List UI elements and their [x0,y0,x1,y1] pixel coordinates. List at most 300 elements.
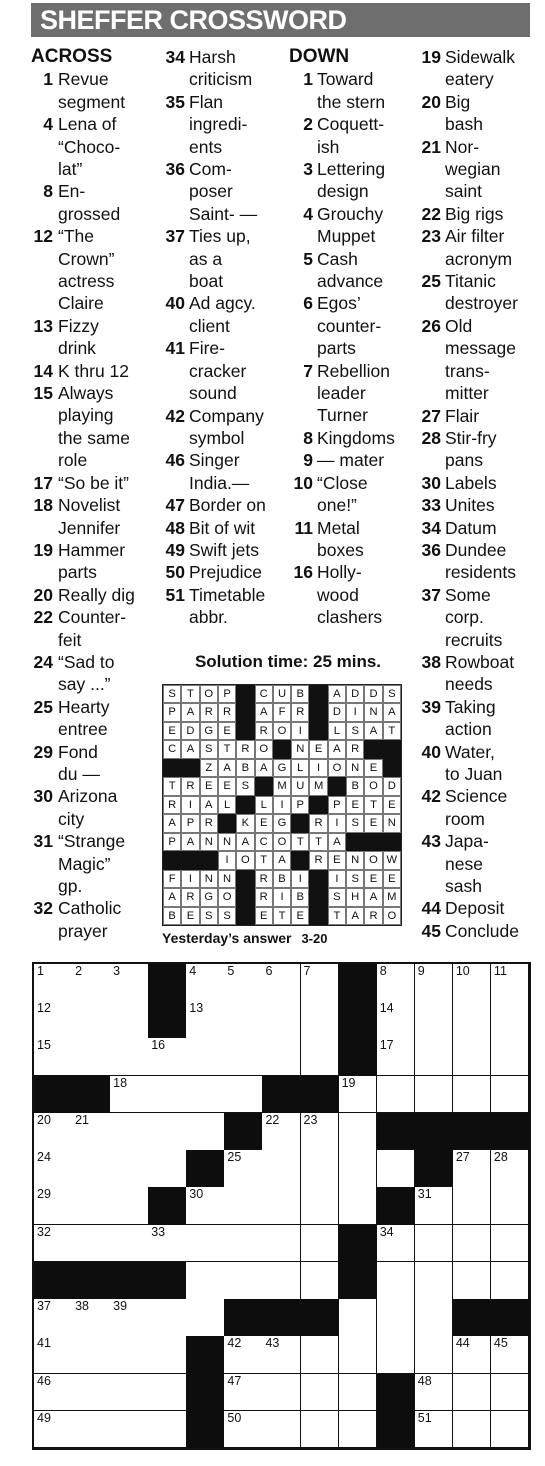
grid-cell[interactable] [224,1038,263,1076]
clue-line [31,158,159,180]
grid-cell[interactable] [224,1225,263,1263]
clue-line [417,248,545,270]
grid-cell[interactable] [186,1187,225,1225]
clue-text: playing [58,405,114,426]
grid-cell[interactable] [415,964,454,1002]
clue-text: feit [58,629,82,650]
grid-cell[interactable] [301,964,340,1002]
grid-cell[interactable] [224,1374,263,1412]
black-square [34,1076,73,1114]
grid-cell[interactable] [339,1150,378,1188]
answer-letter: A [218,759,236,777]
grid-cell[interactable] [72,1001,111,1039]
grid-cell[interactable] [377,1150,416,1188]
answer-letter: T [163,777,181,795]
clue-number: 51 [165,584,185,605]
grid-cell[interactable] [224,1262,263,1300]
clue-number: 7 [303,360,313,381]
clue-line [417,472,545,494]
grid-cell[interactable] [34,1150,73,1188]
clue-line [31,651,159,673]
grid-cell[interactable] [72,964,111,1002]
grid-cell[interactable] [224,964,263,1002]
clue-number: 6 [303,293,313,314]
black-square [453,1113,492,1151]
grid-cell[interactable] [148,1038,187,1076]
answer-letter: A [181,833,199,851]
clue-line [289,337,415,359]
clue-line [417,180,545,202]
clue-text: entree [58,719,108,740]
grid-cell[interactable] [301,1374,340,1412]
clue-line [31,315,159,337]
grid-cell[interactable] [262,964,301,1002]
cell-number: 42 [227,1336,242,1351]
answer-letter: Z [200,759,218,777]
clue-line [161,606,283,628]
grid-cell[interactable] [148,1411,187,1449]
grid-cell[interactable] [339,1299,378,1337]
answer-letter: O [273,833,291,851]
grid-cell[interactable] [415,1336,454,1374]
answer-letter: A [236,833,254,851]
grid-cell[interactable] [491,964,530,1002]
grid-cell[interactable] [339,1411,378,1449]
clue-text: India.— [189,472,250,493]
clue-line [161,248,283,270]
clue-text: Flair [445,405,480,426]
answer-black-square [309,685,327,703]
clue-text: Rowboat [445,651,515,672]
answer-black-square [328,777,346,795]
clue-text: wegian [445,159,501,180]
black-square [110,1262,149,1300]
cell-number: 6 [265,964,273,978]
grid-cell[interactable] [262,1225,301,1263]
clue-text: “So be it” [58,472,129,493]
grid-cell[interactable] [415,1076,454,1114]
clue-text: Catholic [58,898,122,919]
grid-cell[interactable] [301,1001,340,1039]
grid-cell[interactable] [377,1076,416,1114]
grid-cell[interactable] [186,1299,225,1337]
grid-cell[interactable] [110,1001,149,1039]
grid-cell[interactable] [110,1374,149,1412]
clue-text: Muppet [317,226,376,247]
black-square [377,1187,416,1225]
clue-line [417,270,545,292]
grid-cell[interactable] [72,1374,111,1412]
answer-letter: S [163,685,181,703]
grid-cell[interactable] [415,1038,454,1076]
clue-number: 34 [421,517,441,538]
answer-letter: I [291,870,309,888]
grid-cell[interactable] [72,1225,111,1263]
grid-cell[interactable] [491,1038,530,1076]
grid-cell[interactable] [262,1150,301,1188]
grid-cell[interactable] [34,1225,73,1263]
clue-line [289,113,415,135]
clue-text: Really dig [58,584,135,605]
grid-cell[interactable] [34,1374,73,1412]
grid-cell[interactable] [34,1411,73,1449]
answer-letter: N [291,740,309,758]
grid-cell[interactable] [262,1038,301,1076]
clue-number: 28 [421,427,441,448]
grid-cell[interactable] [339,1187,378,1225]
grid-cell[interactable] [72,1150,111,1188]
answer-black-square [200,851,218,869]
clue-line [289,561,415,583]
clue-text: parts [58,562,97,583]
grid-cell[interactable] [301,1038,340,1076]
clue-line [31,91,159,113]
clue-text: Ties up, [189,226,251,247]
clue-number: 19 [33,539,53,560]
black-square [262,1299,301,1337]
grid-cell[interactable] [377,1336,416,1374]
grid-cell[interactable] [339,1076,378,1114]
solution-time: Solution time: 25 mins. [194,652,382,671]
answer-black-square [291,814,309,832]
grid-cell[interactable] [72,1299,111,1337]
clue-text: Jennifer [58,517,121,538]
cell-number: 41 [37,1336,51,1351]
answer-letter: F [273,703,291,721]
clue-line [417,315,545,337]
grid-cell[interactable] [110,964,149,1002]
grid-cell[interactable] [301,1225,340,1263]
grid-cell[interactable] [301,1150,340,1188]
across-clues-column-1 [31,46,159,942]
grid-cell[interactable] [224,1187,263,1225]
grid-cell[interactable] [415,1225,454,1263]
grid-cell[interactable] [377,1038,416,1076]
clue-text: Hearty [58,696,110,717]
grid-cell[interactable] [491,1374,530,1412]
clue-text: K thru 12 [58,360,130,381]
clue-line [417,517,545,539]
grid-cell[interactable] [377,1299,416,1337]
grid-cell[interactable] [186,1038,225,1076]
grid-cell[interactable] [148,1150,187,1188]
cell-number: 12 [37,1001,51,1016]
grid-cell[interactable] [453,1336,492,1374]
grid-cell[interactable] [34,964,73,1002]
answer-letter: R [291,703,309,721]
clue-text: criticism [189,69,253,90]
grid-cell[interactable] [186,1225,225,1263]
grid-cell[interactable] [262,1262,301,1300]
answer-black-square [291,851,309,869]
clue-line [31,494,159,516]
cell-number: 19 [341,1075,356,1090]
answer-letter: R [200,703,218,721]
clue-text: Stir-fry [445,427,497,448]
grid-cell[interactable] [301,1262,340,1300]
clue-text: Nor- [445,136,480,157]
answer-letter: N [346,851,364,869]
grid-cell[interactable] [110,1113,149,1151]
cell-number: 9 [417,964,425,978]
clue-text: poser [189,181,233,202]
answer-letter: F [163,870,181,888]
answer-letter: T [273,907,291,925]
clue-text: Old [445,315,473,336]
grid-cell[interactable] [262,1187,301,1225]
clue-line [161,561,283,583]
grid-cell[interactable] [72,1113,111,1151]
grid-cell[interactable] [34,1187,73,1225]
answer-letter: T [383,722,401,740]
black-square [186,1336,225,1374]
cell-number: 4 [189,964,197,978]
grid-cell[interactable] [415,1262,454,1300]
grid-cell[interactable] [377,1225,416,1263]
clue-text: “The [58,226,94,247]
answer-caption-date: 3-20 [301,931,328,946]
grid-cell[interactable] [415,1299,454,1337]
grid-cell[interactable] [72,1336,111,1374]
grid-cell[interactable] [453,1150,492,1188]
clue-line [289,517,415,539]
grid-cell[interactable] [262,1336,301,1374]
clue-text: role [58,450,88,471]
clue-number: 4 [43,114,53,135]
grid-cell[interactable] [72,1038,111,1076]
clue-line [417,382,545,404]
grid-cell[interactable] [224,1150,263,1188]
clue-number: 40 [165,293,185,314]
grid-cell[interactable] [491,1411,530,1449]
clue-line [31,673,159,695]
clue-line [289,472,415,494]
grid-cell[interactable] [186,1001,225,1039]
answer-letter: I [181,870,199,888]
grid-cell[interactable] [34,1038,73,1076]
grid-cell[interactable] [453,1076,492,1114]
answer-letter: C [163,740,181,758]
clue-line [417,606,545,628]
grid-cell[interactable] [453,964,492,1002]
grid-cell[interactable] [453,1038,492,1076]
grid-cell[interactable] [148,1374,187,1412]
clue-text: action [445,719,492,740]
clue-text: Bit of wit [189,517,256,538]
clue-line [417,853,545,875]
clue-line [31,225,159,247]
clue-line [161,180,283,202]
grid-cell[interactable] [110,1336,149,1374]
clue-text: city [58,808,85,829]
grid-cell[interactable] [301,1411,340,1449]
answer-caption-label: Yesterday’s answer [162,930,292,946]
clue-line [417,46,545,68]
clue-line [31,763,159,785]
answer-letter: D [346,685,364,703]
grid-cell[interactable] [224,1411,263,1449]
grid-cell[interactable] [491,1336,530,1374]
grid-cell[interactable] [186,1076,225,1114]
grid-cell[interactable] [110,1299,149,1337]
grid-cell[interactable] [453,1225,492,1263]
clue-line [161,315,283,337]
grid-cell[interactable] [339,1113,378,1151]
grid-cell[interactable] [186,1113,225,1151]
clue-line [161,46,283,68]
answer-letter: A [181,703,199,721]
down-heading: DOWN [289,46,350,67]
clue-line [289,248,415,270]
clue-text: lat” [58,159,83,180]
clue-line [161,158,283,180]
grid-cell[interactable] [110,1225,149,1263]
clue-line [289,270,415,292]
clue-text: Dundee [445,539,507,560]
clue-number: 14 [33,360,53,381]
grid-cell[interactable] [415,1187,454,1225]
grid-cell[interactable] [110,1076,149,1114]
answer-black-square [181,759,199,777]
clue-line [417,584,545,606]
grid-cell[interactable] [34,1336,73,1374]
clue-text: symbol [189,427,245,448]
grid-cell[interactable] [453,1187,492,1225]
clue-text: grossed [58,203,121,224]
clue-number: 46 [165,450,185,471]
grid-cell[interactable] [262,1411,301,1449]
grid-cell[interactable] [110,1038,149,1076]
grid-cell[interactable] [110,1411,149,1449]
answer-letter: R [200,814,218,832]
clue-text: mitter [445,383,489,404]
grid-cell[interactable] [34,1001,73,1039]
grid-cell[interactable] [491,1187,530,1225]
grid-cell[interactable] [110,1187,149,1225]
clue-line [161,472,283,494]
answer-letter: R [255,722,273,740]
clue-number: 40 [421,741,441,762]
answer-letter: K [236,814,254,832]
across-clues-column-2 [161,46,283,629]
grid-cell[interactable] [186,964,225,1002]
grid-cell[interactable] [72,1411,111,1449]
grid-cell[interactable] [453,1001,492,1039]
grid-cell[interactable] [110,1150,149,1188]
clue-line [31,920,159,942]
answer-letter: O [236,851,254,869]
grid-cell[interactable] [224,1336,263,1374]
grid-cell[interactable] [34,1299,73,1337]
clue-number: 8 [303,427,313,448]
grid-cell[interactable] [377,964,416,1002]
clue-text: ingredi- [189,114,248,135]
black-square [377,1411,416,1449]
black-square [72,1076,111,1114]
answer-letter: A [200,796,218,814]
clue-line [161,382,283,404]
answer-letter: N [383,814,401,832]
cell-number: 25 [227,1150,242,1165]
grid-cell[interactable] [339,1336,378,1374]
answer-letter: D [383,777,401,795]
clue-line [161,68,283,90]
cell-number: 16 [151,1038,166,1053]
answer-letter: P [291,796,309,814]
answer-letter: P [181,814,199,832]
clue-number: 48 [165,517,185,538]
grid-cell[interactable] [148,1299,187,1337]
black-square [339,964,378,1002]
grid-cell[interactable] [491,1225,530,1263]
answer-letter: R [255,870,273,888]
grid-cell[interactable] [491,1150,530,1188]
clue-number: 10 [293,472,313,493]
grid-cell[interactable] [377,1262,416,1300]
grid-cell[interactable] [453,1262,492,1300]
grid-cell[interactable] [72,1187,111,1225]
cell-number: 13 [189,1001,204,1016]
clue-number: 9 [303,450,313,471]
grid-cell[interactable] [415,1411,454,1449]
answer-letter: T [364,796,382,814]
grid-cell[interactable] [491,1001,530,1039]
grid-cell[interactable] [34,1113,73,1151]
clue-text: Air filter [445,226,505,247]
grid-cell[interactable] [262,1113,301,1151]
grid-cell[interactable] [224,1076,263,1114]
grid-cell[interactable] [262,1374,301,1412]
cell-number: 14 [379,1001,394,1016]
grid-cell[interactable] [186,1262,225,1300]
clue-text: sound [189,383,237,404]
grid-cell[interactable] [339,1374,378,1412]
clue-text: corp. [445,607,484,628]
clue-line [31,606,159,628]
grid-cell[interactable] [148,1076,187,1114]
answer-letter: E [255,907,273,925]
clue-text: Saint- — [189,203,258,224]
grid-cell[interactable] [224,1001,263,1039]
grid-cell[interactable] [148,1225,187,1263]
grid-cell[interactable] [491,1076,530,1114]
clue-line [31,853,159,875]
grid-cell[interactable] [301,1187,340,1225]
grid-cell[interactable] [415,1001,454,1039]
grid-cell[interactable] [377,1001,416,1039]
clue-number: 25 [33,696,53,717]
answer-letter: B [346,777,364,795]
grid-cell[interactable] [301,1113,340,1151]
grid-cell[interactable] [148,1336,187,1374]
grid-cell[interactable] [453,1411,492,1449]
grid-cell[interactable] [415,1374,454,1412]
clue-line [161,494,283,516]
grid-cell[interactable] [262,1001,301,1039]
clue-line [31,718,159,740]
cell-number: 44 [455,1336,470,1351]
clue-number: 26 [421,315,441,336]
clue-line [31,584,159,606]
cell-number: 5 [227,964,235,978]
grid-cell[interactable] [491,1262,530,1300]
grid-cell[interactable] [453,1374,492,1412]
clue-line [417,494,545,516]
answer-letter: R [255,888,273,906]
answer-letter: S [383,685,401,703]
grid-cell[interactable] [301,1336,340,1374]
grid-cell[interactable] [148,1113,187,1151]
